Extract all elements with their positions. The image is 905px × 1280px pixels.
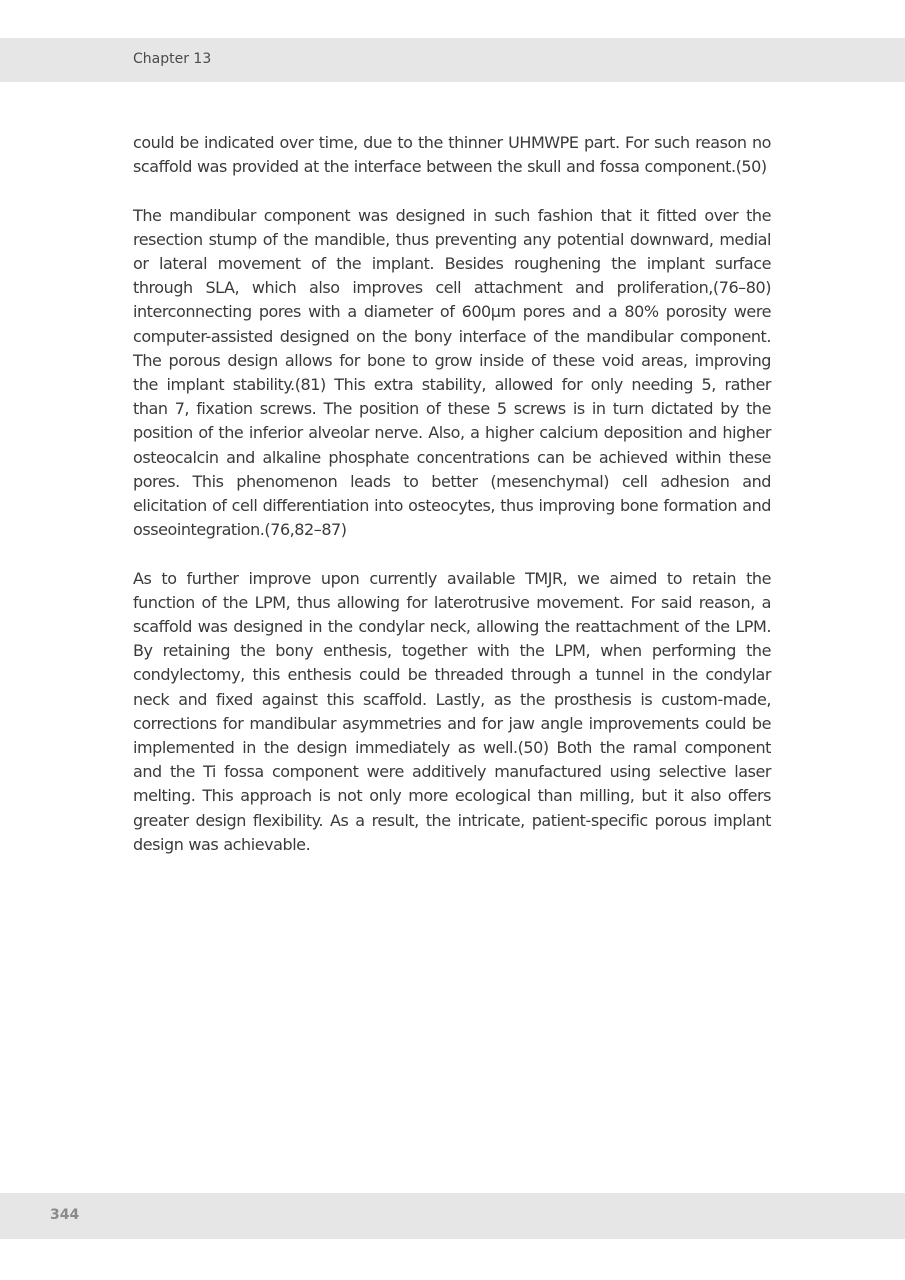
paragraph-2: The mandibular component was designed in such fashion that it fitted over the resection stump of the mandible, thus preventing any potential downward, medial or lateral movement of the implant. Besides roughening the implant surface through SLA, which also improves cell attachment and proliferation,(76–80) interconnecting pores with a diameter of 600μm pores and a 80% porosity were computer-assisted designed on the bony interface of the mandibular component. The porous design allows for bone to grow inside of these void areas, improving the implant stability.(81) This extra stability, allowed for only needing 5, rather than 7, fixation screws. The position of these 5 screws is in turn dictated by the position of the inferior alveolar nerve. Also, a higher calcium deposition and higher osteocalcin and alkaline phosphate concentrations can be achieved within these pores. This phenomenon leads to better (mesenchymal) cell adhesion and elicitation of cell differentiation into osteocytes, thus improving bone formation and osseointegration.(76,82–87) — [133, 205, 771, 540]
running-header — [0, 38, 905, 82]
chapter-label: Chapter 13 — [133, 51, 212, 67]
paragraph-1: could be indicated over time, due to the thinner UHMWPE part. For such reason no scaffold was provided at the interface between the skull and fossa component.(50) — [133, 133, 771, 177]
paragraph-3: As to further improve upon currently available TMJR, we aimed to retain the function of the LPM, thus allowing for laterotrusive movement. For said reason, a scaffold was designed in the condylar neck, allowing the reattachment of the LPM. By retaining the bony enthesis, together with the LPM, when performing the condylectomy, this enthesis could be threaded through a tunnel in the condylar neck and fixed against this scaffold. Lastly, as the prosthesis is custom-made, corrections for mandibular asymmetries and for jaw angle improvements could be implemented in the design immediately as well.(50) Both the ramal component and the Ti fossa component were additively manufactured using selective laser melting. This approach is not only more ecological than milling, but it also offers greater design flexibility. As a result, the intricate, patient-specific porous implant design was achievable. — [133, 568, 771, 854]
running-footer — [0, 1193, 905, 1239]
body-text — [133, 131, 771, 881]
page-number: 344 — [50, 1207, 80, 1223]
